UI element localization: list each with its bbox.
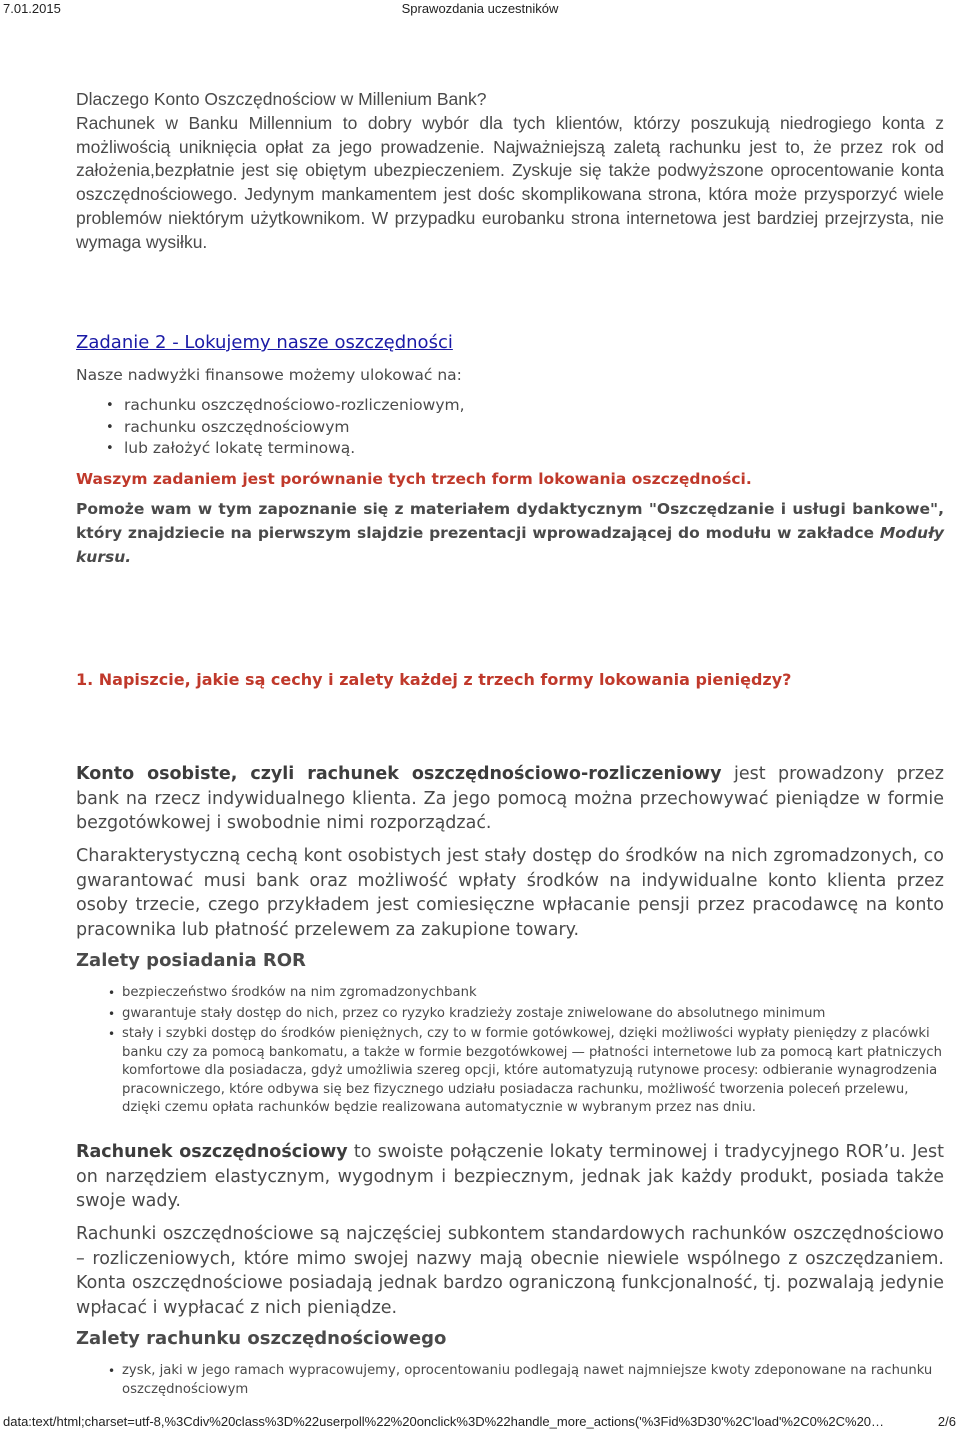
print-header <box>0 0 960 22</box>
help-text: Pomoże wam w tym zapoznanie się z materiałem dydaktycznym "Oszczędzanie i usługi bankowe", który znajdziecie na pierwszym slajdzie prezentacji wprowadzającej do modułu w zakładce <box>76 500 944 542</box>
subheading-savings-advantages: Zalety rachunku oszczędnościowego <box>76 1328 447 1349</box>
list-item: • bezpieczeństwo środków na nim zgromadzonychbank <box>110 984 944 1003</box>
ror-advantages-list <box>110 984 944 1120</box>
paragraph-text: to swoiste połączenie lokaty terminowej i tradycyjnego ROR’u. Jest on narzędziem elastycznym, wygodnym i bezpiecznym, jednak jak każdy produkt, posiada także swoje wady. <box>76 1142 944 1211</box>
print-url: data:text/html;charset=utf-8,%3Cdiv%20class%3D%22userpoll%22%20onclick%3D%22handle_more_actions('%3Fid%3D30'%2C'load'%2C0%2C%20… <box>3 1414 885 1429</box>
print-footer <box>0 1411 960 1433</box>
task2-options-list <box>112 395 465 460</box>
question-1: 1. Napiszcie, jakie są cechy i zalety każdej z trzech formy lokowania pieniędzy? <box>76 670 792 689</box>
paragraph-savings-subaccount: Rachunki oszczędnościowe są najczęściej subkontem standardowych rachunków oszczędnościowo – rozliczeniowych, które mimo swojej nazwy mają obecnie niewiele wspólnego z oszczędzaniem. Konta oszczędnościowe posiadają jednak bardzo ograniczoną funkcjonalność, tj. pozwalają jedynie wpłacać i wypłacać z nich pieniądze. <box>76 1224 944 1318</box>
task2-title-link[interactable]: Zadanie 2 - Lokujemy nasze oszczędności <box>76 332 453 353</box>
task2-intro: Nasze nadwyżki finansowe możemy ulokować na: <box>76 366 462 384</box>
subheading-ror-advantages: Zalety posiadania ROR <box>76 950 306 971</box>
savings-advantages-list <box>110 1362 944 1401</box>
paragraph-savings-account <box>76 1140 944 1214</box>
paragraph-ror-definition <box>76 762 944 836</box>
task2-assignment: Waszym zadaniem jest porównanie tych trzech form lokowania oszczędności. <box>76 470 752 488</box>
list-item: • zysk, jaki w jego ramach wypracowujemy, oprocentowaniu podlegają nawet najmniejsze kwoty zdeponowane na rachunku oszczędnościowym <box>110 1362 944 1399</box>
paragraph-bold-lead: Rachunek oszczędnościowy <box>76 1142 348 1162</box>
print-title: Sprawozdania uczestników <box>401 1 559 16</box>
paragraph-bold-lead: Konto osobiste, czyli rachunek oszczędnościowo-rozliczeniowy <box>76 764 722 784</box>
list-item: • gwarantuje stały dostęp do nich, przez co ryzyko kradzieży zostaje zniwelowane do absolutnego minimum <box>110 1005 944 1024</box>
list-item: • lub założyć lokatę terminową. <box>112 438 465 460</box>
list-item: • stały i szybki dostęp do środków pieniężnych, czy to w formie gotówkowej, dzięki możliwości wypłaty pieniędzy z placówki banku czy za pomocą bankomatu, a także w formie bezgotówkowej — płatności internetowe lub za pomocą kart płatniczych komfortowe dla posiadacza, gdyż umożliwia szereg opcji, które automatyzują rutynowe procesy: odbieranie wynagrodzenia pracowniczego, które odbywa się bez fizycznego udziału posiadacza rachunku, możliwość tworzenia poleceń przelewu, dzięki czemu opłata rachunków będzie realizowana automatycznie w wybranym przez nas dniu. <box>110 1025 944 1118</box>
task2-help-text <box>76 497 944 569</box>
page-number: 2/6 <box>937 1414 956 1429</box>
list-item: • rachunku oszczędnościowym <box>112 417 465 439</box>
paragraph-text: jest prowadzony przez bank na rzecz indywidualnego klienta. Za jego pomocą można przechowywać pieniądze w formie bezgotówkowej i swobodnie nimi rozporządzać. <box>76 764 944 833</box>
list-item: • rachunku oszczędnościowo-rozliczeniowym, <box>112 395 465 417</box>
print-date: 7.01.2015 <box>3 1 61 16</box>
paragraph-ror-features: Charakterystyczną cechą kont osobistych jest stały dostęp do środków na nich zgromadzonych, co gwarantować musi bank oraz możliwość wpłaty środków na indywidualne konto klienta przez osoby trzecie, czego przykładem jest comiesięczne wpłacanie pensji przez pracodawcę na konto pracownika lub płatność przelewem za zakupione towary. <box>76 846 944 940</box>
section-body: Rachunek w Banku Millennium to dobry wybór dla tych klientów, którzy poszukują niedrogiego konta z możliwością uniknięcia opłat za jego prowadzenie. Najważniejszą zaletą rachunku jest to, że przez rok od założenia,bezpłatnie jest się obiętym ubezpieczeniem. Zyskuje się także podwyższone oprocentowanie konta oszczędnościowego. Jedynym mankamentem jest dośc skomplikowana strona, która może przysporzyć wiele problemów niektórym użytkownikom. W przypadku eurobanku strona internetowa jest bardziej przejrzysta, nie wymaga wysiłku. <box>76 112 944 252</box>
section-millennium <box>76 88 944 255</box>
section-heading: Dlaczego Konto Oszczędnościow w Millenium Bank? <box>76 89 487 109</box>
modules-reference: Moduły kursu. <box>76 524 944 566</box>
